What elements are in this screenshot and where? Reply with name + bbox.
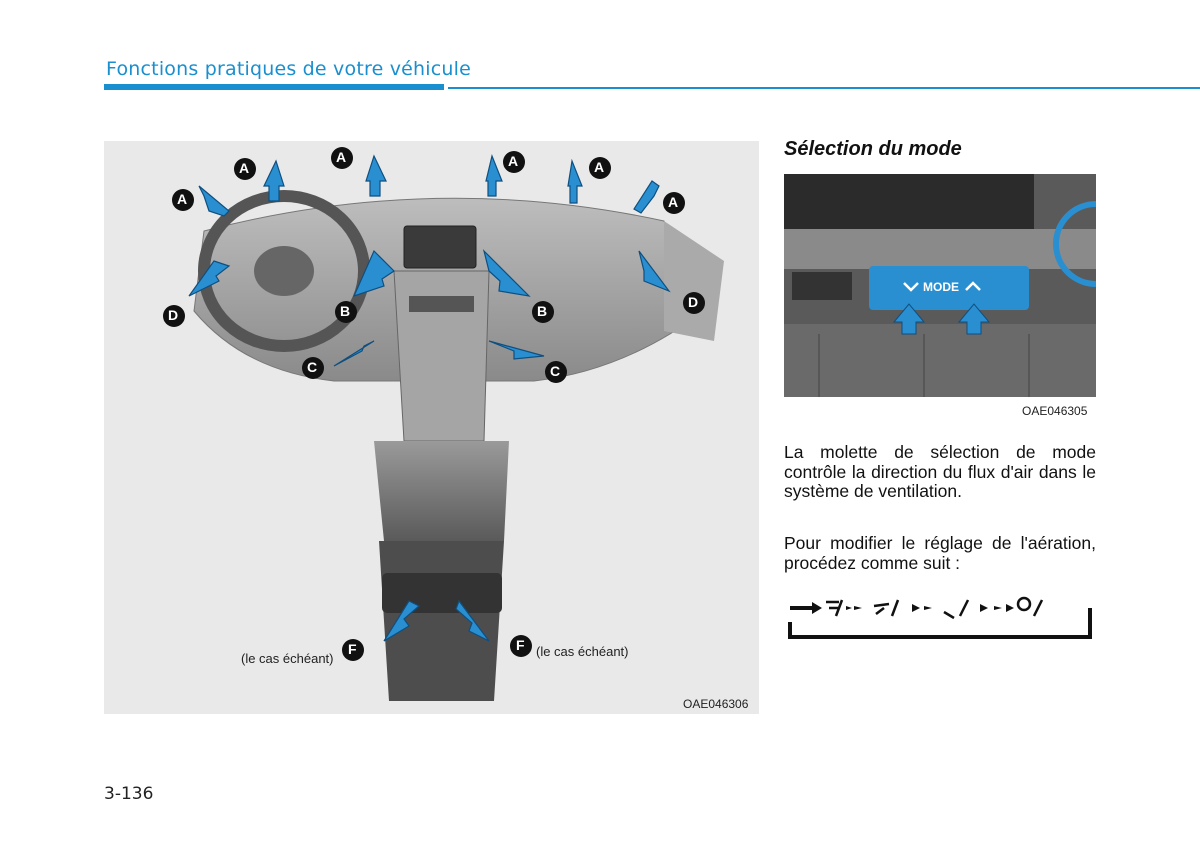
- badge-d-1: D: [168, 307, 179, 323]
- paragraph-change-setting: Pour modifier le réglage de l'aération, procédez comme suit :: [784, 533, 1096, 573]
- dashboard-airflow-figure: [104, 141, 759, 714]
- mode-sequence-svg: [784, 594, 1096, 644]
- badge-a-5: A: [177, 191, 188, 207]
- badge-a-6: A: [668, 194, 679, 210]
- badge-b-1: B: [340, 303, 351, 319]
- badge-a-3: A: [508, 153, 519, 169]
- figure-main-code: OAE046306: [683, 697, 749, 711]
- badge-a-2: A: [336, 149, 347, 165]
- badge-c-1: C: [307, 359, 318, 375]
- mode-sequence-diagram: [784, 594, 1096, 644]
- note-left: (le cas échéant): [241, 651, 334, 666]
- page-number: 3-136: [104, 784, 154, 804]
- figure-small-code: OAE046305: [1022, 404, 1088, 418]
- note-right: (le cas échéant): [536, 644, 629, 659]
- header-accent-bar: [104, 84, 444, 90]
- paragraph-mode-dial: La molette de sélection de mode contrôle la direction du flux d'air dans le système de ventilation.: [784, 442, 1096, 501]
- mode-button-label: MODE: [923, 280, 959, 294]
- vent-arrows-layer: [104, 141, 759, 714]
- badge-d-2: D: [688, 294, 699, 310]
- badge-a-4: A: [594, 159, 605, 175]
- badge-a-1: A: [239, 160, 250, 176]
- badge-f-2: F: [516, 637, 525, 653]
- badge-b-2: B: [537, 303, 548, 319]
- section-title: Sélection du mode: [784, 138, 962, 160]
- badge-f-1: F: [348, 641, 357, 657]
- mode-panel-figure: [784, 174, 1096, 397]
- header-rule: [448, 87, 1200, 89]
- badge-c-2: C: [550, 363, 561, 379]
- page-header-title: Fonctions pratiques de votre véhicule: [106, 58, 472, 80]
